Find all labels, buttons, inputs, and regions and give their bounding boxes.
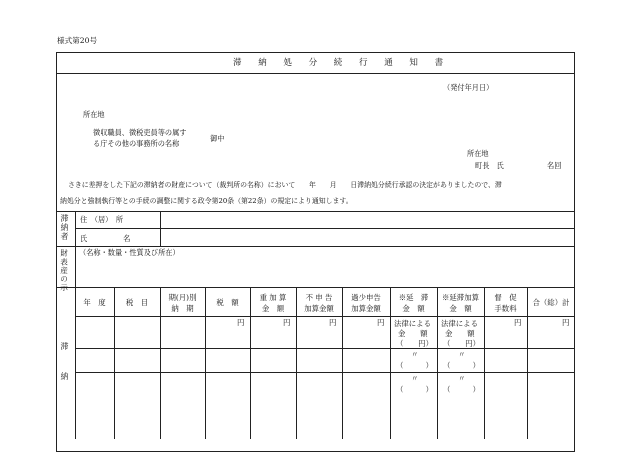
col-divider	[114, 287, 115, 439]
table-header-line	[75, 316, 575, 317]
ditto-addition-1: 〃	[458, 350, 466, 359]
officer-office-name-line1: 徴収職員、徴税吏員等の属す	[93, 128, 187, 137]
legal-late-line3: （ 円）	[396, 339, 433, 348]
legal-late-line2: 金 額	[398, 329, 428, 338]
col-header-late-addition: ※延滞加算 金 額	[442, 293, 479, 313]
paren-late-2: （ ）	[396, 385, 433, 394]
paren-late-1: （ ）	[396, 361, 433, 370]
recipient-address-label: 所在地	[83, 110, 105, 119]
honorific: 御中	[210, 134, 225, 143]
col-header-tax-amount: 税 額	[216, 298, 239, 307]
col-header-dunning-fee: 督 促 手数料	[494, 293, 517, 313]
taxpayer-section-label: 滞納者	[60, 214, 69, 241]
legal-addition-line2: 金 額	[445, 329, 475, 338]
title-divider	[56, 73, 575, 74]
delinquency-section-label: 滞納	[60, 342, 69, 402]
ditto-late-2: 〃	[411, 374, 419, 383]
yen-total: 円	[562, 318, 570, 327]
yen-fee: 円	[514, 318, 522, 327]
property-note: （名称・数量・性質及び所在）	[79, 248, 180, 257]
property-section-label: 財表産の示	[59, 249, 69, 292]
paren-addition-1: （ ）	[443, 361, 480, 370]
issue-date: （発付年月日）	[443, 83, 494, 92]
taxpayer-name-label: 氏 名	[80, 234, 131, 243]
paren-addition-2: （ ）	[443, 385, 480, 394]
ditto-late-1: 〃	[411, 350, 419, 359]
notice-body-line2: 納処分と強制執行等との手続の調整に関する政令第20条（第22条）の規定により通知します。	[60, 197, 353, 205]
col-header-total: 合（総）計	[532, 298, 570, 307]
col-header-no-filing: 不 申 告 加算金額	[304, 293, 334, 313]
form-number: 様式第20号	[57, 36, 98, 45]
yen-tax: 円	[237, 318, 245, 327]
legal-late-line1: 法律による	[394, 319, 431, 328]
sender-mayor-name: 町長 氏	[475, 161, 504, 170]
delinquency-top-line	[56, 287, 575, 288]
sender-address-label: 所在地	[467, 149, 489, 158]
col-header-under-filing: 過少申告 加算金額	[351, 293, 381, 313]
taxpayer-mid-line	[75, 228, 575, 229]
sender-seal: 名回	[547, 161, 562, 170]
ditto-addition-2: 〃	[458, 374, 466, 383]
yen-under: 円	[377, 318, 385, 327]
officer-office-name-line2: る庁その他の事務所の名称	[93, 139, 180, 148]
yen-heavy: 円	[283, 318, 291, 327]
col-header-late-amount: ※延 滞 金 額	[398, 293, 429, 313]
col-header-heavy-addition: 重 加 算 金 額	[259, 293, 287, 313]
col-header-year: 年 度	[83, 298, 106, 307]
table-row-line	[75, 348, 575, 349]
taxpayer-top-line	[56, 211, 575, 212]
col-header-period: 期(月)別 納 期	[168, 293, 197, 313]
notice-body-line1: さきに差押をした下記の滞納者の財産について（裁判所の名称）において 年 月 日滞納処分続行承認の決定がありましたので、滞	[68, 181, 502, 189]
document-title: 滞 納 処 分 続 行 通 知 書	[233, 58, 451, 68]
col-header-tax-item: 税 目	[125, 298, 149, 307]
col-divider	[205, 287, 206, 439]
property-top-line	[56, 246, 575, 247]
taxpayer-address-label: 住 （居） 所	[80, 215, 124, 224]
legal-addition-line1: 法律による	[441, 319, 478, 328]
yen-nofile: 円	[329, 318, 337, 327]
legal-addition-line3: （ 円）	[443, 339, 480, 348]
table-row-line	[75, 372, 575, 373]
col-divider	[527, 287, 528, 439]
